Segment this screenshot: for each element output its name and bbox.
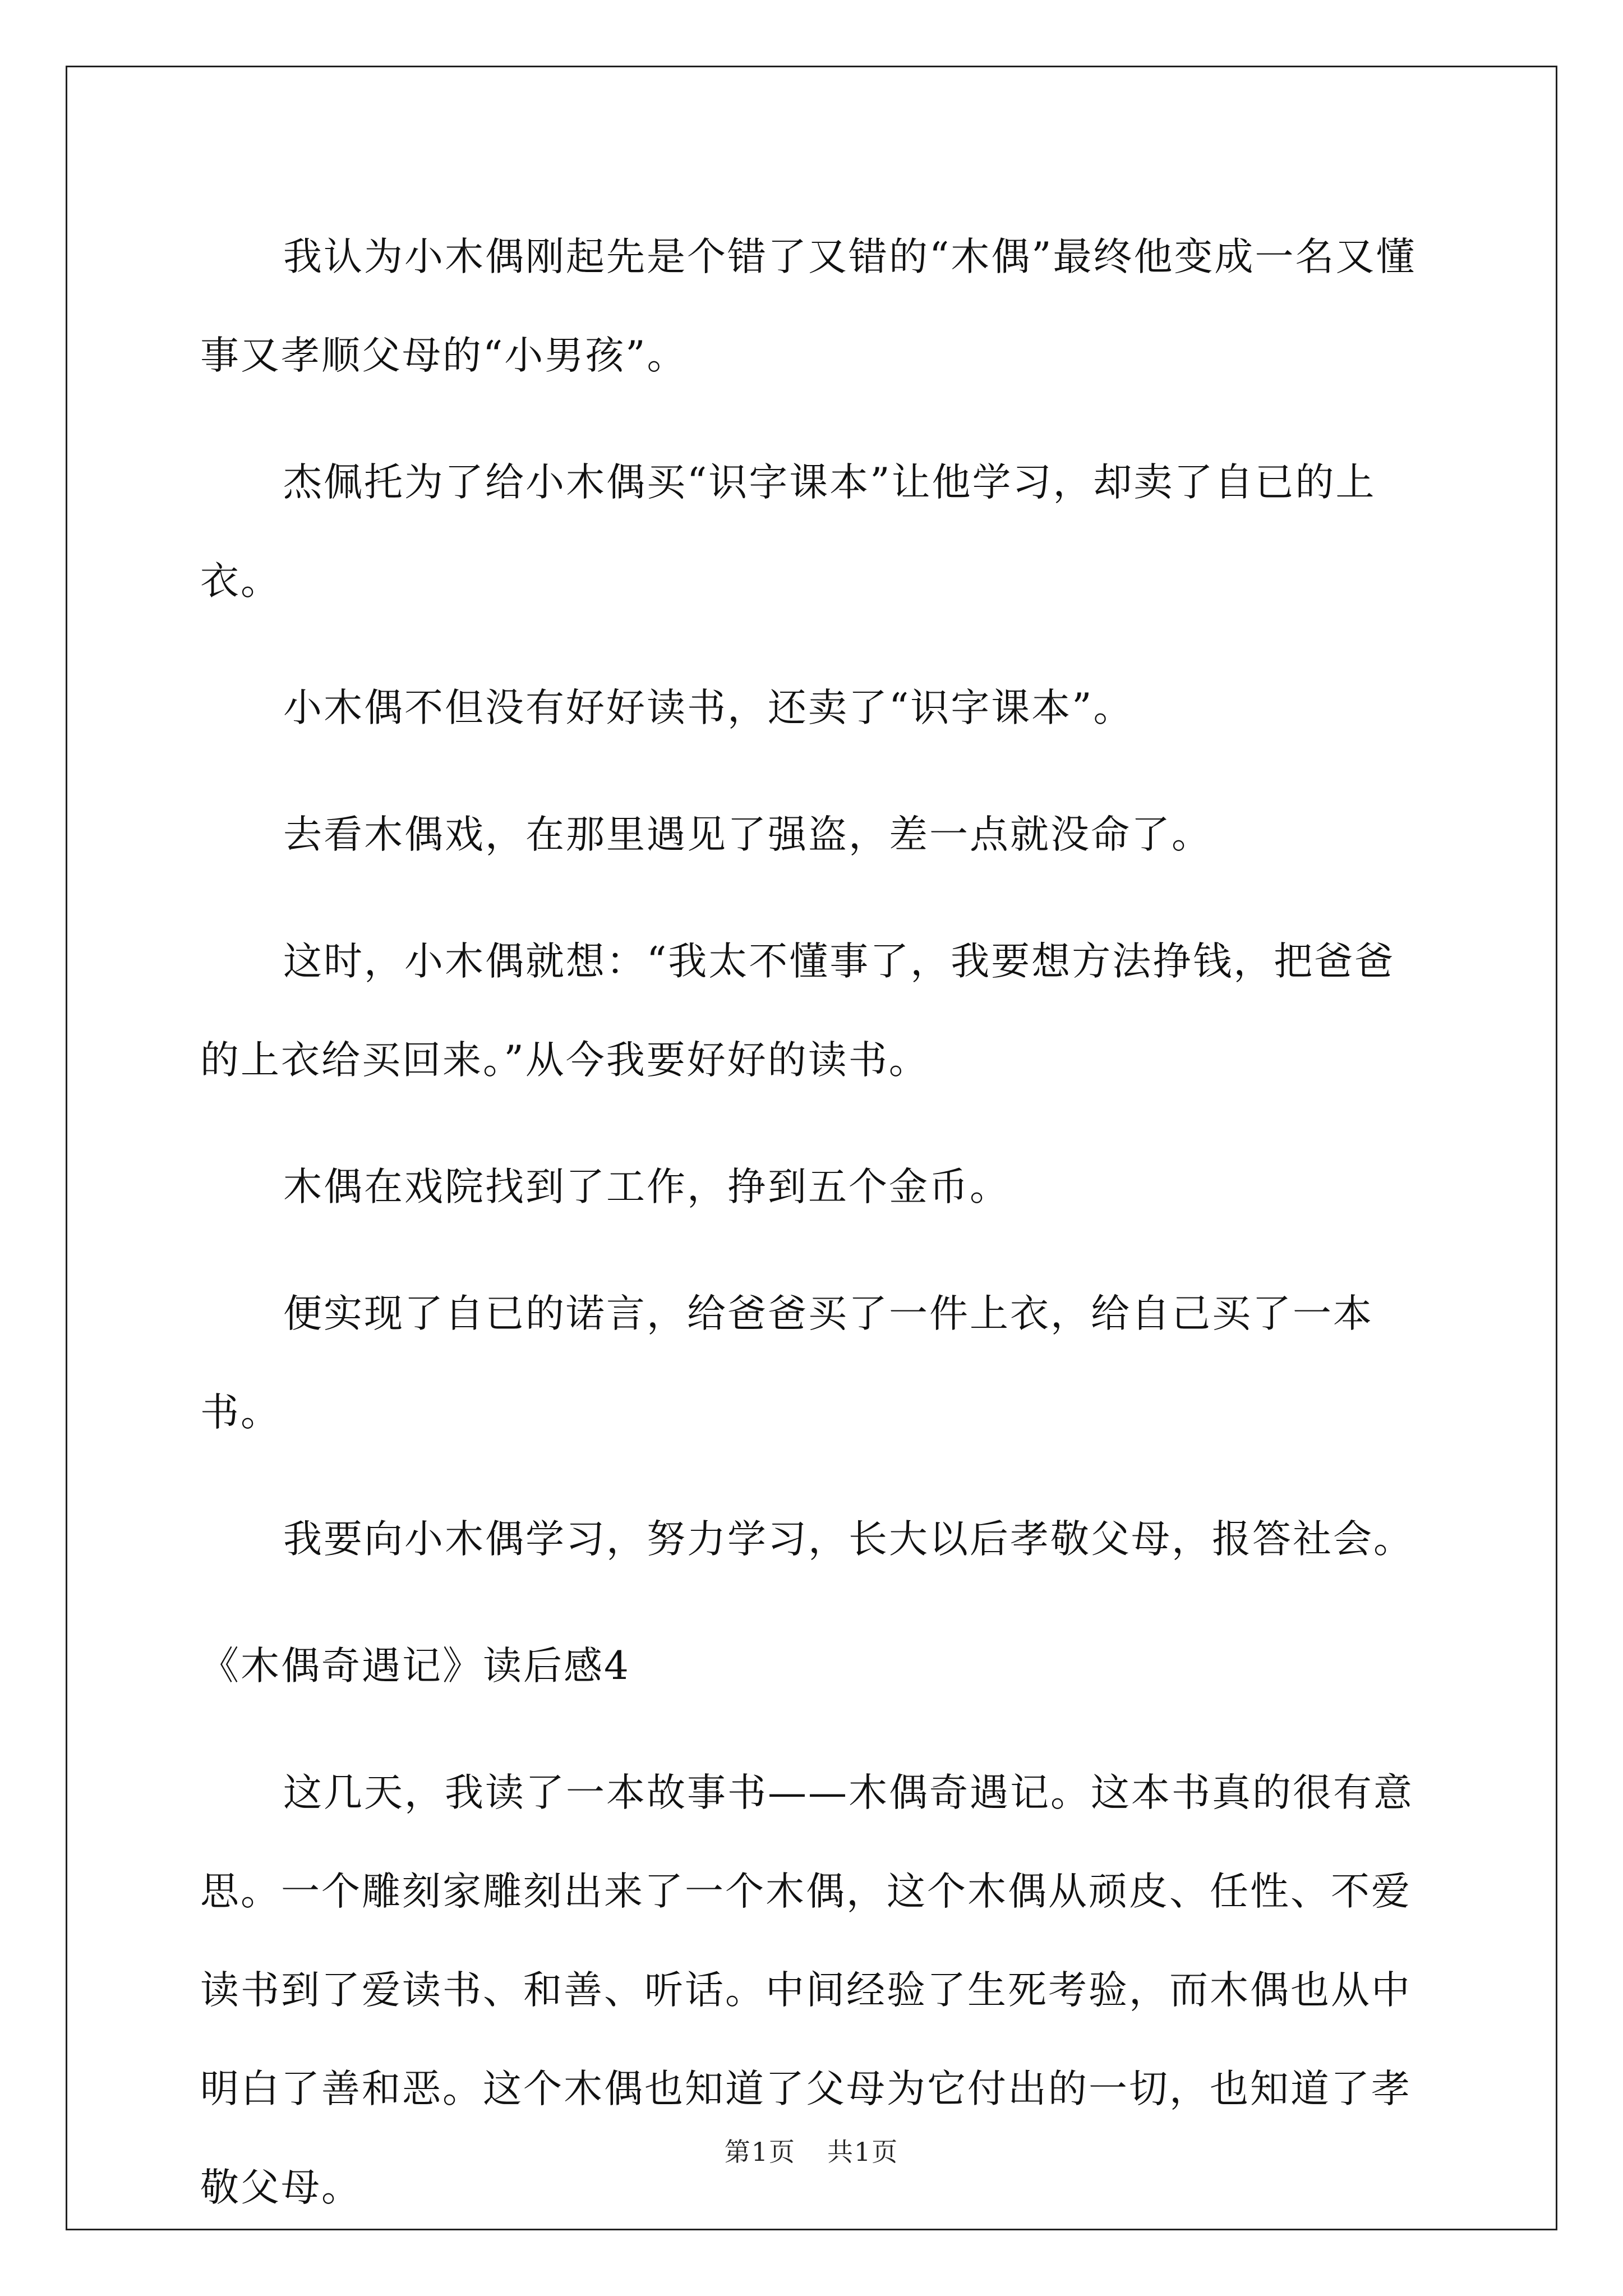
paragraph-7: 便实现了自已的诺言，给爸爸买了一件上衣，给自己买了一本书。: [200, 1291, 1373, 1435]
paragraph-6: 木偶在戏院找到了工作，挣到五个金币。: [283, 1165, 1010, 1209]
page-total: 共1页: [827, 2137, 899, 2167]
paragraph-2: 杰佩托为了给小木偶买“识字课本”让他学习，却卖了自已的上衣。: [200, 460, 1376, 604]
paragraph-final: 这几天，我读了一本故事书——木偶奇遇记。这本书真的很有意思。一个雕刻家雕刻出来了一个木偶，这个木偶从顽皮、任性、不爱读书到了爱读书、和善、听话。中间经验了生死考验，而木偶也从中明白了善和恶。这个木偶也知道了父母为它付出的一切，也知道了孝敬父母。: [200, 1770, 1414, 2210]
section-heading: 《木偶奇遇记》读后感4: [200, 1644, 630, 1688]
page-footer: [0, 2132, 1623, 2169]
paragraph-1: 我认为小木偶刚起先是个错了又错的“木偶”最终他变成一名又懂事又孝顺父母的“小男孩”。: [200, 234, 1417, 378]
paragraph-4: 去看木偶戏，在那里遇见了强盗，差一点就没命了。: [283, 812, 1212, 857]
paragraph-5: 这时，小木偶就想：“我太不懂事了，我要想方法挣钱，把爸爸的上衣给买回来。”从今我要好好的读书。: [200, 939, 1395, 1083]
page-number: 第1页: [724, 2137, 796, 2167]
paragraph-3: 小木偶不但没有好好读书，还卖了“识字课本”。: [283, 685, 1134, 730]
document-body: [200, 208, 1428, 2265]
paragraph-8: 我要向小木偶学习，努力学习，长大以后孝敬父母，报答社会。: [283, 1517, 1414, 1562]
